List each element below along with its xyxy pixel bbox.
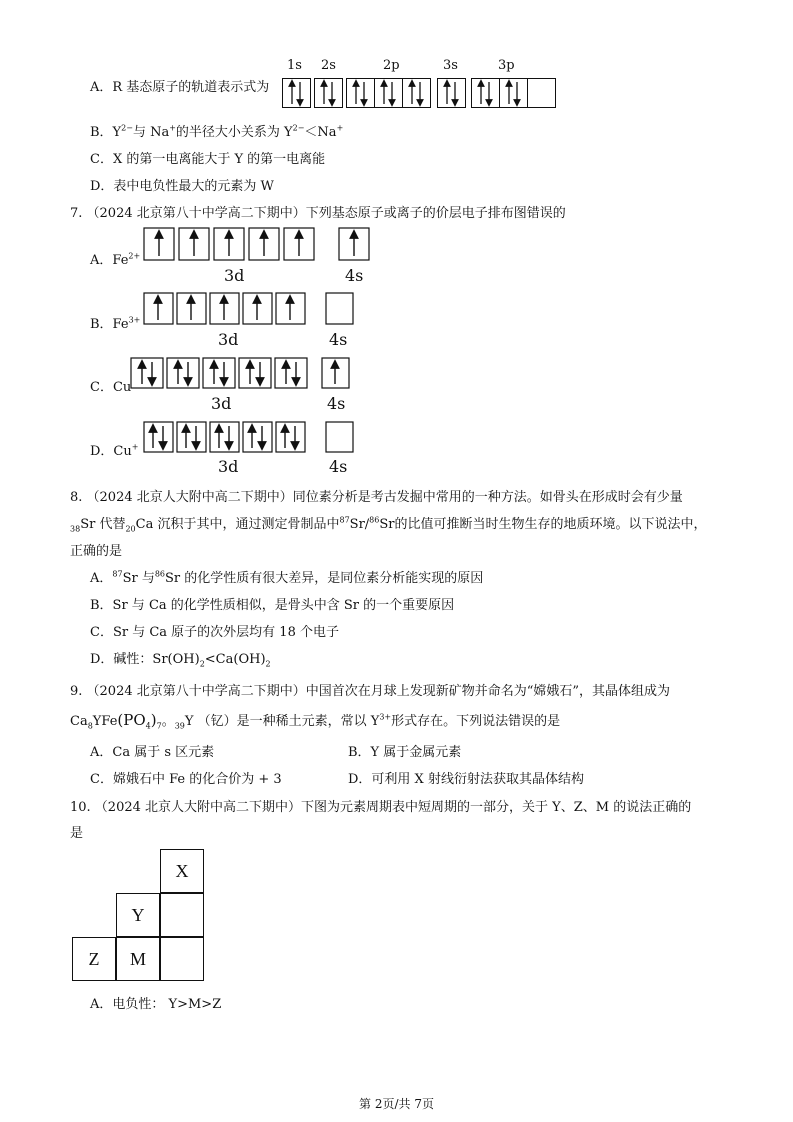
q7-option-b-label (90, 313, 140, 332)
q9-stem-line1: 9. （2024 北京第八十中学高二下期中）中国首次在月球上发现新矿物并命名为“嫦娥石”，其晶体组成为 (70, 684, 671, 699)
orbital-label-3s: 3s (443, 58, 458, 73)
q9-formula-po: (PO (117, 711, 146, 729)
q7b-text: B．Fe (90, 317, 129, 332)
q6b-prefix: B．Y (90, 125, 122, 140)
q6b-sup4: + (336, 123, 344, 133)
q6b-sup3: 2− (292, 123, 305, 133)
q7-option-c-label: C．Cu (90, 380, 132, 395)
q8-option-d (90, 648, 271, 667)
r-orbital-diagram (282, 78, 562, 110)
q6b-mid: 与 Na (132, 125, 170, 140)
orbital-label-3p: 3p (498, 58, 515, 73)
q9-sub8: 8 (87, 721, 93, 731)
q7-b-4s-label: 4s (329, 330, 348, 349)
q7-a-diagram (143, 227, 373, 263)
q6-option-c: C．X 的第一电离能大于 Y 的第一电离能 (90, 152, 326, 167)
q8-line2a: Sr 代替 (80, 517, 126, 532)
q7-a-3d-label: 3d (224, 266, 245, 285)
q7-c-4s-label: 4s (327, 394, 346, 413)
q8-line2d: Sr的比值可推断当时生物生存的地质环境。以下说法中， (379, 517, 707, 532)
cell-x: X (160, 849, 204, 893)
cell-y: Y (116, 893, 160, 937)
q8-option-a (90, 567, 483, 586)
q8a-sup86: 86 (154, 569, 166, 579)
orbital-label-2p: 2p (383, 58, 400, 73)
q9-formula-yfe: YFe (92, 714, 118, 729)
q7-b-diagram (143, 292, 363, 328)
q8d-1: D．碱性：Sr(OH) (90, 652, 200, 667)
q8-sub20: 20 (125, 524, 136, 534)
q8-line2b: Ca 沉积于其中，通过测定骨制品中 (135, 517, 340, 532)
q8-sup87: 87 (339, 515, 350, 525)
orbital-label-1s: 1s (287, 58, 302, 73)
q7a-text: A．Fe (90, 253, 129, 268)
q7-option-a-label (90, 249, 140, 268)
q9-line2b: Y （钇）是一种稀土元素，常以 Y (184, 714, 380, 729)
q6b-mid2: 的半径大小关系为 Y (175, 125, 293, 140)
q9-formula-ca: Ca (70, 714, 88, 729)
q6b-sup2: + (169, 123, 176, 133)
q9-sub39: 39 (174, 721, 185, 731)
cell-empty-2 (160, 937, 204, 981)
orbital-pair-1s (292, 82, 300, 104)
q9-stem-line2 (70, 710, 560, 729)
q7-a-4s-label: 4s (345, 266, 364, 285)
q9-option-b: B．Y 属于金属元素 (348, 745, 462, 760)
q7d-sup: + (131, 442, 139, 452)
cell-m: M (116, 937, 160, 981)
q7d-text: D．Cu (90, 444, 132, 459)
q7-d-4s-label: 4s (329, 457, 348, 476)
q7-c-diagram (130, 357, 360, 391)
q10-stem-line2: 是 (70, 826, 84, 841)
q8-stem-line2 (70, 513, 706, 532)
q8-sup86: 86 (369, 515, 380, 525)
q9-line2c: 形式存在。下列说法错误的是 (391, 714, 561, 729)
q7b-sup: 3+ (128, 315, 141, 325)
orbital-label-2s: 2s (321, 58, 336, 73)
q9-formula-close: ) (150, 711, 157, 729)
q6-option-b (90, 121, 343, 140)
q8a-sup87: 87 (112, 569, 123, 579)
q9-option-c: C．嫦娥石中 Fe 的化合价为 + 3 (90, 772, 282, 787)
q6-option-d: D．表中电负性最大的元素为 W (90, 179, 274, 194)
q7-option-d-label (90, 440, 138, 459)
q8a-1: A． (90, 571, 113, 586)
q9-sub4: 4 (145, 721, 151, 731)
q8-stem-line3: 正确的是 (70, 544, 123, 559)
q8-option-b: B．Sr 与 Ca 的化学性质相似，是骨头中含 Sr 的一个重要原因 (90, 598, 455, 613)
q8-option-c: C．Sr 与 Ca 原子的次外层均有 18 个电子 (90, 625, 339, 640)
q9-option-a: A．Ca 属于 s 区元素 (90, 745, 215, 760)
q8a-3: Sr 的化学性质有很大差异，是同位素分析能实现的原因 (165, 571, 484, 586)
q6b-end: ＜Na (304, 125, 337, 140)
q7-d-diagram (143, 421, 358, 455)
q8d-2: <Ca(OH) (204, 652, 266, 667)
q7-d-3d-label: 3d (218, 457, 239, 476)
q9-sup3plus: 3+ (379, 712, 392, 722)
cell-empty-1 (160, 893, 204, 937)
q10-stem-line1: 10. （2024 北京人大附中高二下期中）下图为元素周期表中短周期的一部分，关于 Y、Z、M 的说法正确的 (70, 800, 692, 815)
q9-option-d: D．可利用 X 射线衍射法获取其晶体结构 (348, 772, 584, 787)
q8a-2: Sr 与 (122, 571, 155, 586)
q8d-sub2: 2 (265, 659, 271, 669)
q7-stem: 7. （2024 北京第八十中学高二下期中）下列基态原子或离子的价层电子排布图错误的 (70, 206, 566, 221)
q9-sub7: 7 (156, 721, 162, 731)
q7a-sup: 2+ (128, 251, 141, 261)
q10-option-a: A．电负性： Y>M>Z (90, 997, 222, 1012)
q8d-sub1: 2 (199, 659, 205, 669)
q6b-sup1: 2− (121, 123, 133, 133)
q8-sub38: 38 (70, 524, 81, 534)
q6-option-a: A．R 基态原子的轨道表示式为 (90, 80, 270, 95)
page-footer: 第 2页/共 7页 (359, 1097, 434, 1111)
q8-line2c: Sr/ (349, 517, 370, 532)
cell-z: Z (72, 937, 116, 981)
q7-b-3d-label: 3d (218, 330, 239, 349)
q9-line2a: 。 (161, 714, 175, 729)
q7-c-3d-label: 3d (211, 394, 232, 413)
q8-stem-line1: 8. （2024 北京人大附中高二下期中）同位素分析是考古发掘中常用的一种方法。如骨头在形成时会有少量 (70, 490, 683, 505)
